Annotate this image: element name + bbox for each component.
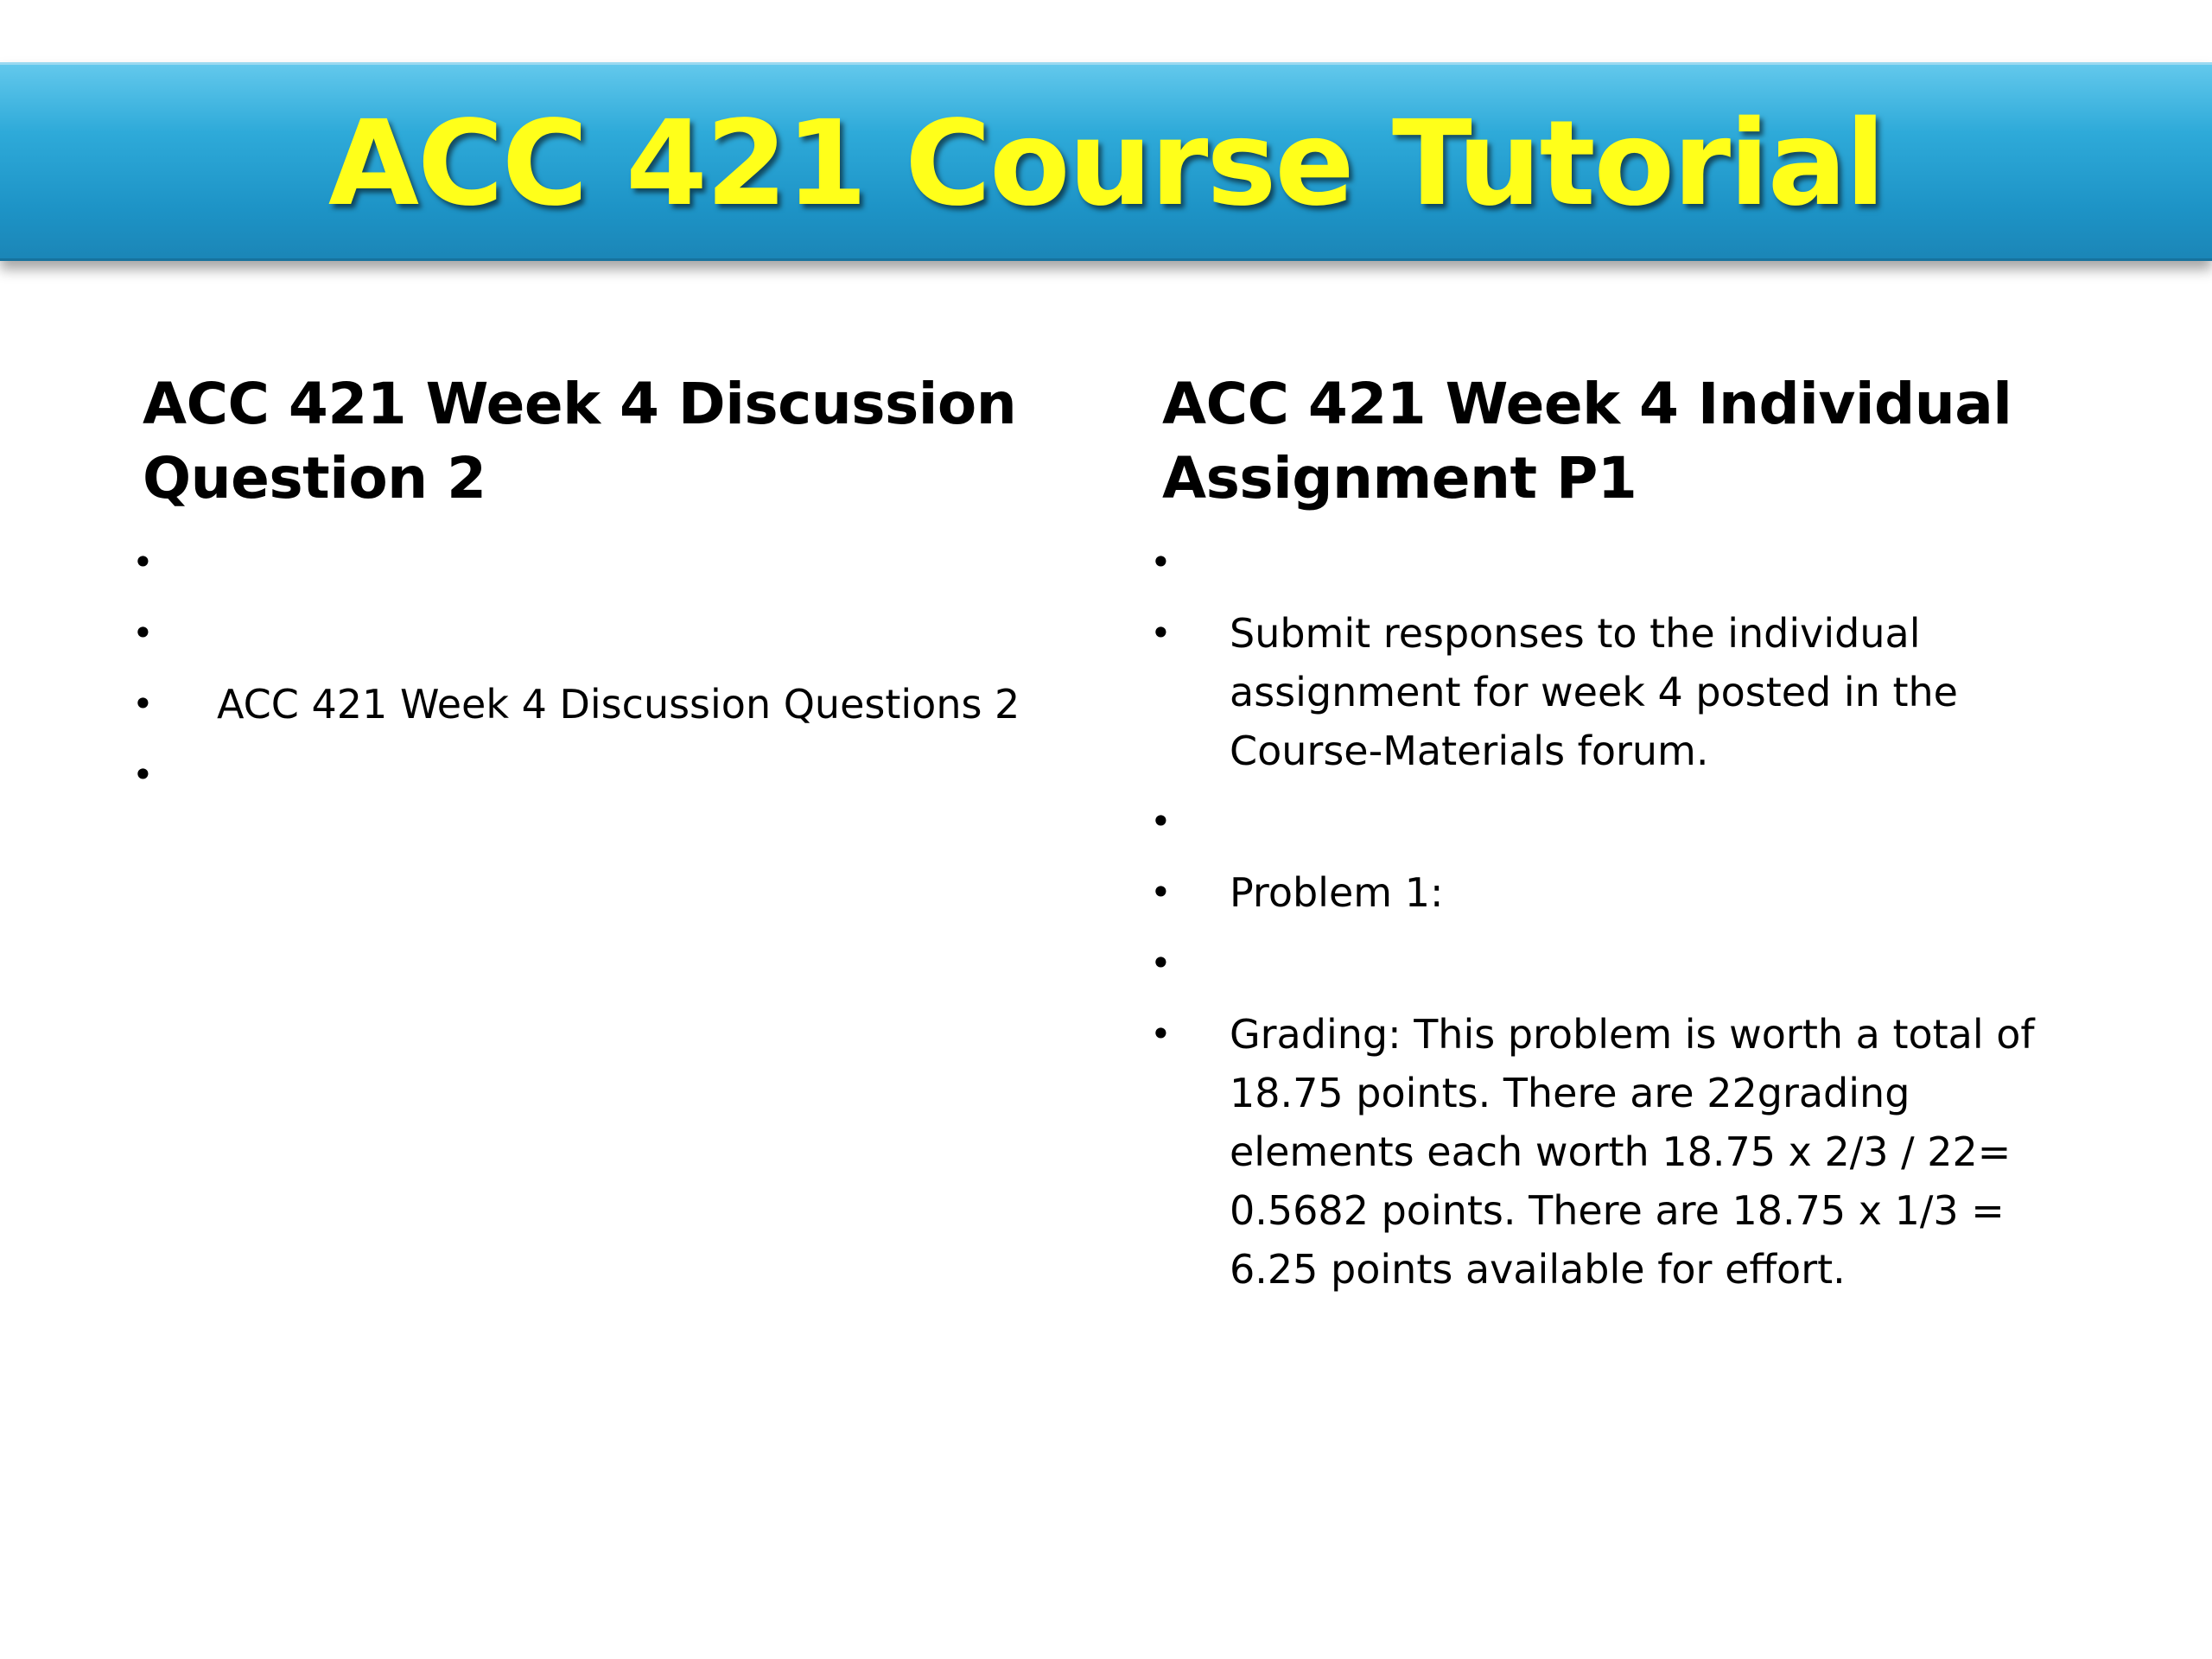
list-item-text: Grading: This problem is worth a total of 18.75 points. There are 22grading elements each worth 18.75 x 2/3 / 22= 0.5682 points. There are 18.75 x 1/3 = 6.25 points available for effort. (1230, 1011, 2035, 1293)
bullet-icon: • (1150, 612, 1172, 654)
list-item-text: Problem 1: (1230, 869, 1444, 916)
slide-title: ACC 421 Course Tutorial (327, 96, 1885, 232)
list-item-text: Submit responses to the individual assignment for week 4 posted in the Course-Materials forum. (1230, 610, 1958, 774)
list-item (1150, 863, 2078, 922)
list-item-text: ACC 421 Week 4 Discussion Questions 2 (217, 681, 1020, 728)
bullet-icon: • (1150, 800, 1172, 842)
bullet-icon: • (1150, 541, 1172, 583)
bullet-icon: • (132, 541, 154, 583)
right-bullet-list (1150, 533, 2078, 1299)
right-column-heading: ACC 421 Week 4 Individual Assignment P1 (1162, 371, 2012, 512)
left-column (132, 367, 1102, 817)
list-item (132, 746, 1102, 804)
bullet-icon: • (1150, 1013, 1172, 1055)
list-item (132, 533, 1102, 592)
bullet-icon: • (132, 683, 154, 725)
bullet-icon: • (1150, 871, 1172, 913)
list-item (132, 675, 1102, 734)
right-column (1150, 367, 2078, 1311)
list-item (132, 604, 1102, 663)
list-item (1150, 792, 2078, 851)
list-item (1150, 533, 2078, 592)
bullet-icon: • (1150, 942, 1172, 984)
list-item (1150, 934, 2078, 993)
bullet-icon: • (132, 753, 154, 796)
title-banner (0, 62, 2212, 261)
list-item (1150, 1005, 2078, 1299)
left-column-heading: ACC 421 Week 4 Discussion Question 2 (143, 371, 1017, 512)
bullet-icon: • (132, 612, 154, 654)
left-bullet-list (132, 533, 1102, 804)
list-item (1150, 604, 2078, 780)
